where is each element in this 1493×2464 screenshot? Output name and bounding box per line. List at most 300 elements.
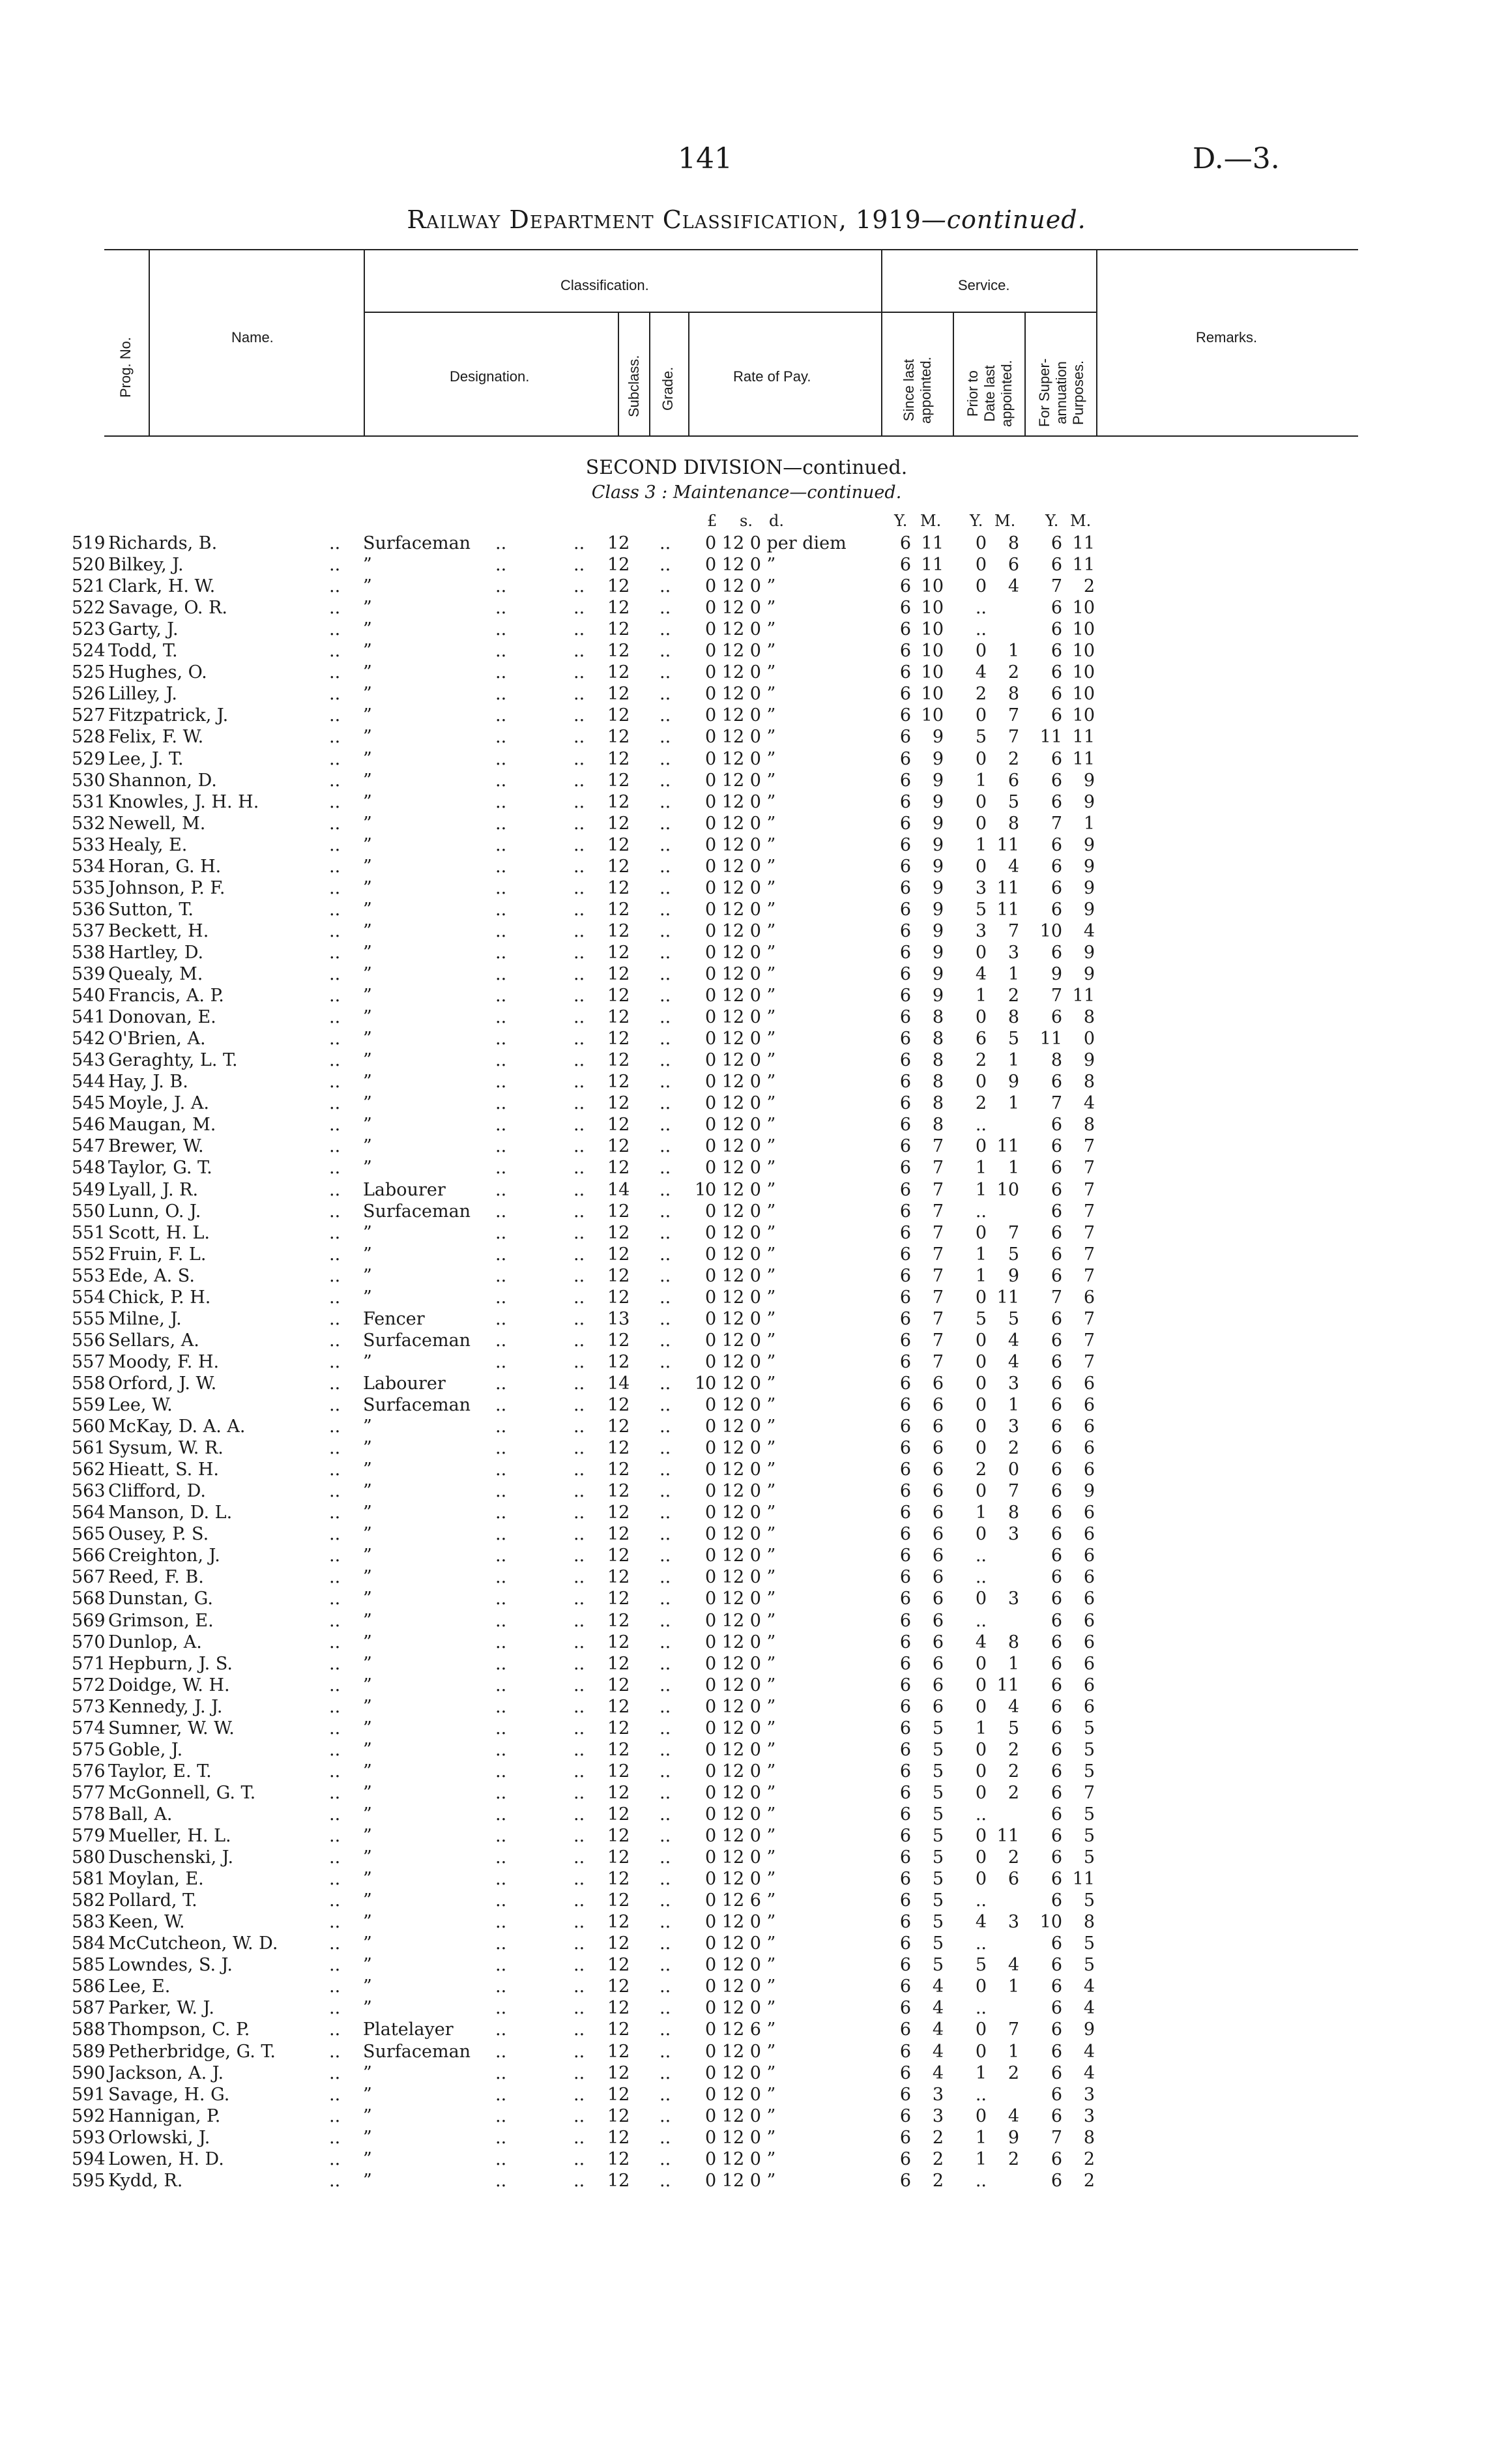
employee-name: Scott, H. L. [108,1222,210,1243]
prior-months: 9 [1007,1072,1019,1093]
since-years: 6 [899,1330,911,1351]
rate-of-pay: 0 12 0 ” [705,1718,776,1738]
header-superannuation: For Super- annuation Purposes. [1036,358,1086,427]
rate-of-pay: 0 12 0 ” [705,1007,776,1028]
designation: ” [363,2127,372,2148]
dot-leader: .. [329,791,341,812]
header-remarks: Remarks. [1196,329,1258,345]
prior-years: 5 [975,899,987,920]
prog-no: 555 [72,1308,106,1329]
table-row [0,705,1493,726]
prog-no: 520 [72,555,106,576]
employee-name: Grimson, E. [108,1610,214,1631]
rate-of-pay: 0 12 0 ” [705,1481,776,1502]
since-years: 6 [899,684,911,705]
since-months: 9 [932,770,944,791]
prog-no: 564 [72,1503,106,1523]
table-row [0,1394,1493,1416]
subclass: 12 [607,1998,630,2019]
prog-no: 569 [72,1610,106,1631]
since-years: 6 [899,1976,911,1997]
employee-name: Taylor, E. T. [108,1761,212,1782]
prior-months: 11 [996,1675,1019,1695]
since-months: 9 [932,727,944,748]
since-years: 6 [899,748,911,769]
rate-of-pay: 0 12 0 ” [705,1847,776,1868]
rate-of-pay: 0 12 0 ” [705,1696,776,1717]
designation: ” [363,964,372,984]
unit-years-1: Y. [894,512,908,530]
table-row [0,1868,1493,1890]
table-row [0,1653,1493,1675]
prog-no: 580 [72,1847,106,1868]
super-months: 5 [1083,1718,1095,1738]
header-name: Name. [231,329,274,345]
since-months: 8 [932,1050,944,1071]
rate-of-pay: 0 12 0 ” [705,1459,776,1480]
dot-leader: .. [329,1438,341,1459]
subclass: 12 [607,555,630,576]
rate-of-pay: 0 12 0 ” [705,1330,776,1351]
employee-name: Hepburn, J. S. [108,1653,233,1674]
employee-name: Moylan, E. [108,1869,204,1890]
dot-leader: .. [495,1718,507,1738]
since-years: 6 [899,1718,911,1738]
rate-of-pay: 0 12 0 ” [705,1826,776,1846]
subclass: 14 [607,1179,630,1200]
table-row [0,1523,1493,1545]
dot-leader: .. [495,834,507,855]
col-rule-4 [649,312,650,435]
employee-name: McCutcheon, W. D. [108,1933,278,1954]
dot-leader: .. [495,1373,507,1394]
employee-name: Taylor, G. T. [108,1158,212,1179]
dot-leader: .. [495,2170,507,2191]
table-row [0,899,1493,920]
designation: Surfaceman [363,1330,471,1351]
dot-leader: .. [495,791,507,812]
since-years: 6 [899,1503,911,1523]
since-years: 6 [899,1029,911,1049]
dot-leader: .. [329,1007,341,1028]
dot-leader: .. [573,1007,585,1028]
dot-leader: .. [660,1136,671,1157]
super-months: 5 [1083,1804,1095,1825]
since-months: 7 [932,1158,944,1179]
header-rate-of-pay: Rate of Pay. [733,368,811,385]
employee-name: Lowndes, S. J. [108,1955,233,1976]
dot-leader: .. [329,1093,341,1114]
subclass: 12 [607,1158,630,1179]
dot-leader: .. [329,1179,341,1200]
super-years: 6 [1051,1459,1062,1480]
super-years: 6 [1051,834,1062,855]
table-row [0,856,1493,877]
super-months: 11 [1072,986,1095,1006]
designation: ” [363,2084,372,2105]
dot-leader: .. [495,684,507,705]
dot-leader: .. [573,619,585,640]
prior-years: 0 [975,1675,987,1695]
employee-name: Manson, D. L. [108,1503,233,1523]
prior-years: 2 [975,1459,987,1480]
prog-no: 519 [72,533,106,553]
designation: ” [363,1739,372,1760]
dot-leader: .. [660,1718,671,1738]
since-years: 6 [899,1179,911,1200]
super-months: 6 [1083,1546,1095,1566]
dot-leader: .. [329,942,341,963]
dot-leader: .. [573,1675,585,1695]
dot-leader: .. [573,1696,585,1717]
designation: ” [363,662,372,683]
rate-of-pay: 0 12 0 ” [705,920,776,941]
designation: ” [363,1503,372,1523]
super-years: 6 [1051,2105,1062,2126]
designation: ” [363,1351,372,1372]
since-months: 6 [932,1632,944,1652]
rate-of-pay: 0 12 0 ” [705,1761,776,1782]
super-months: 5 [1083,1826,1095,1846]
prior-years: .. [975,598,987,619]
super-months: 7 [1083,1308,1095,1329]
super-years: 6 [1051,598,1062,619]
prog-no: 584 [72,1933,106,1954]
prog-no: 570 [72,1632,106,1652]
employee-name: Mueller, H. L. [108,1826,231,1846]
prog-no: 538 [72,942,106,963]
subclass: 12 [607,834,630,855]
prog-no: 587 [72,1998,106,2019]
designation: Platelayer [363,2019,454,2040]
table-row [0,1480,1493,1502]
prior-months: 4 [1007,2105,1019,2126]
employee-name: Clark, H. W. [108,576,216,597]
prog-no: 530 [72,770,106,791]
dot-leader: .. [573,856,585,877]
prior-years: .. [975,1610,987,1631]
designation: ” [363,1890,372,1911]
dot-leader: .. [660,1675,671,1695]
super-months: 9 [1083,1050,1095,1071]
dot-leader: .. [573,598,585,619]
dot-leader: .. [329,1351,341,1372]
prior-years: 0 [975,1761,987,1782]
designation: ” [363,1998,372,2019]
dot-leader: .. [495,533,507,553]
dot-leader: .. [573,1029,585,1049]
since-years: 6 [899,1912,911,1933]
super-months: 9 [1083,770,1095,791]
prior-months: 7 [1007,1222,1019,1243]
dot-leader: .. [329,964,341,984]
prog-no: 560 [72,1416,106,1437]
dot-leader: .. [573,964,585,984]
subclass: 12 [607,964,630,984]
prior-months: 1 [1007,1653,1019,1674]
designation: ” [363,1632,372,1652]
unit-pound: £ [707,512,718,530]
dot-leader: .. [660,1610,671,1631]
dot-leader: .. [573,2170,585,2191]
dot-leader: .. [495,1804,507,1825]
col-rule-7 [953,312,954,435]
super-months: 3 [1083,2105,1095,2126]
designation: ” [363,748,372,769]
dot-leader: .. [329,1222,341,1243]
since-years: 6 [899,576,911,597]
table-row [0,1330,1493,1351]
prior-months: 5 [1007,1244,1019,1265]
subclass: 12 [607,986,630,1006]
employee-name: Doidge, W. H. [108,1675,230,1695]
super-years: 6 [1051,1546,1062,1566]
dot-leader: .. [573,1244,585,1265]
prior-months: 3 [1007,1912,1019,1933]
super-years: 6 [1051,1847,1062,1868]
since-months: 6 [932,1395,944,1415]
since-months: 11 [921,533,944,553]
dot-leader: .. [329,1416,341,1437]
since-years: 6 [899,533,911,553]
prior-months: 8 [1007,813,1019,834]
since-months: 7 [932,1222,944,1243]
prog-no: 577 [72,1782,106,1803]
col-rule-6 [881,249,882,435]
rate-of-pay: 0 12 0 ” [705,2127,776,2148]
designation: ” [363,1287,372,1308]
dot-leader: .. [573,1373,585,1394]
subclass: 12 [607,1912,630,1933]
subclass: 12 [607,1503,630,1523]
super-years: 6 [1051,770,1062,791]
prior-years: 0 [975,1330,987,1351]
dot-leader: .. [573,1158,585,1179]
prior-years: 0 [975,1782,987,1803]
super-months: 2 [1083,2149,1095,2169]
super-years: 6 [1051,942,1062,963]
prog-no: 545 [72,1093,106,1114]
prior-years: 5 [975,1308,987,1329]
prog-no: 548 [72,1158,106,1179]
super-months: 6 [1083,1395,1095,1415]
rate-of-pay: 0 12 0 ” [705,813,776,834]
dot-leader: .. [329,813,341,834]
dot-leader: .. [495,727,507,748]
prog-no: 581 [72,1869,106,1890]
table-row [0,683,1493,705]
dot-leader: .. [660,1287,671,1308]
table-row [0,1093,1493,1114]
prog-no: 586 [72,1976,106,1997]
dot-leader: .. [329,1395,341,1415]
prog-no: 578 [72,1804,106,1825]
since-years: 6 [899,2105,911,2126]
grade: 1 [695,1179,706,1200]
designation: ” [363,1136,372,1157]
prog-no: 546 [72,1115,106,1136]
subclass: 12 [607,684,630,705]
super-months: 9 [1083,1481,1095,1502]
prior-years: 1 [975,2149,987,2169]
prior-months: 4 [1007,856,1019,877]
since-years: 6 [899,813,911,834]
super-months: 4 [1083,1093,1095,1114]
table-row [0,2105,1493,2127]
dot-leader: .. [573,533,585,553]
designation: ” [363,1696,372,1717]
table-row [0,791,1493,813]
super-years: 7 [1051,2127,1062,2148]
title-suffix: —continued. [921,205,1086,234]
subclass: 12 [607,1416,630,1437]
dot-leader: .. [495,1050,507,1071]
employee-name: Lunn, O. J. [108,1201,201,1222]
unit-years-3: Y. [1045,512,1059,530]
since-years: 6 [899,705,911,726]
table-row [0,2019,1493,2040]
dot-leader: .. [660,1976,671,1997]
dot-leader: .. [660,576,671,597]
since-months: 7 [932,1330,944,1351]
employee-name: Geraghty, L. T. [108,1050,238,1071]
prior-years: 3 [975,920,987,941]
rate-of-pay: 0 12 0 ” [705,1804,776,1825]
dot-leader: .. [573,2062,585,2083]
dot-leader: .. [329,834,341,855]
prior-months: 3 [1007,1416,1019,1437]
since-months: 5 [932,1847,944,1868]
rate-of-pay: 0 12 0 ” [705,1373,776,1394]
super-years: 6 [1051,1804,1062,1825]
dot-leader: .. [573,641,585,662]
prog-no: 579 [72,1826,106,1846]
employee-name: Savage, O. R. [108,598,228,619]
dot-leader: .. [329,2062,341,2083]
prog-no: 563 [72,1481,106,1502]
dot-leader: .. [660,1201,671,1222]
since-years: 6 [899,1093,911,1114]
designation: ” [363,2105,372,2126]
dot-leader: .. [329,1524,341,1545]
table-row [0,834,1493,856]
since-years: 6 [899,1222,911,1243]
dot-leader: .. [660,1632,671,1652]
subclass: 12 [607,856,630,877]
prior-months: 5 [1007,1308,1019,1329]
subclass: 12 [607,1115,630,1136]
dot-leader: .. [495,813,507,834]
since-months: 8 [932,1029,944,1049]
since-months: 10 [921,598,944,619]
dot-leader: .. [495,2019,507,2040]
since-months: 2 [932,2127,944,2148]
dot-leader: .. [573,2105,585,2126]
since-years: 6 [899,641,911,662]
prog-no: 550 [72,1201,106,1222]
rate-of-pay: 0 12 0 ” [705,2149,776,2169]
subclass: 12 [607,1869,630,1890]
dot-leader: .. [495,1696,507,1717]
super-months: 6 [1083,1503,1095,1523]
employee-name: Keen, W. [108,1912,185,1933]
prog-no: 561 [72,1438,106,1459]
table-row [0,770,1493,791]
prior-months: 2 [1007,1739,1019,1760]
col-rule-3 [618,312,619,435]
dot-leader: .. [573,1869,585,1890]
rate-of-pay: 0 12 0 ” [705,834,776,855]
dot-leader: .. [573,1072,585,1093]
dot-leader: .. [660,1890,671,1911]
header-subclass: Subclass. [626,355,642,417]
designation: ” [363,1265,372,1286]
subclass: 12 [607,1330,630,1351]
super-months: 7 [1083,1351,1095,1372]
rate-of-pay: 0 12 0 ” [705,1029,776,1049]
table-row [0,662,1493,683]
prior-months: 8 [1007,684,1019,705]
super-months: 9 [1083,942,1095,963]
dot-leader: .. [573,2019,585,2040]
since-years: 6 [899,1567,911,1588]
rate-of-pay: 0 12 0 ” [705,1782,776,1803]
dot-leader: .. [573,1265,585,1286]
designation: Surfaceman [363,2041,471,2062]
dot-leader: .. [495,1222,507,1243]
employee-name: Kydd, R. [108,2170,183,2191]
employee-name: Brewer, W. [108,1136,204,1157]
dot-leader: .. [573,1804,585,1825]
designation: ” [363,1115,372,1136]
dot-leader: .. [573,1632,585,1652]
dot-leader: .. [495,2062,507,2083]
super-months: 8 [1083,2127,1095,2148]
prior-years: 0 [975,1847,987,1868]
rate-of-pay: 0 12 0 ” [705,1072,776,1093]
table-row [0,619,1493,640]
super-months: 7 [1083,1158,1095,1179]
since-months: 6 [932,1373,944,1394]
super-months: 0 [1083,1029,1095,1049]
since-months: 4 [932,1976,944,1997]
table-row [0,1782,1493,1804]
table-row [0,1114,1493,1136]
dot-leader: .. [660,1072,671,1093]
dot-leader: .. [495,1308,507,1329]
dot-leader: .. [660,1653,671,1674]
page-reference: D.—3. [1193,142,1280,175]
designation: ” [363,1029,372,1049]
prior-years: 0 [975,1416,987,1437]
designation: ” [363,1438,372,1459]
dot-leader: .. [573,2127,585,2148]
super-months: 4 [1083,1976,1095,1997]
table-row [0,920,1493,942]
rate-of-pay: 0 12 0 ” [705,1546,776,1566]
super-years: 9 [1051,964,1062,984]
since-months: 9 [932,920,944,941]
dot-leader: .. [329,2149,341,2169]
prior-years: 0 [975,1869,987,1890]
dot-leader: .. [573,1653,585,1674]
employee-name: Pollard, T. [108,1890,197,1911]
prior-months: 2 [1007,986,1019,1006]
super-years: 6 [1051,1653,1062,1674]
dot-leader: .. [329,856,341,877]
dot-leader: .. [573,1546,585,1566]
dot-leader: .. [329,1136,341,1157]
